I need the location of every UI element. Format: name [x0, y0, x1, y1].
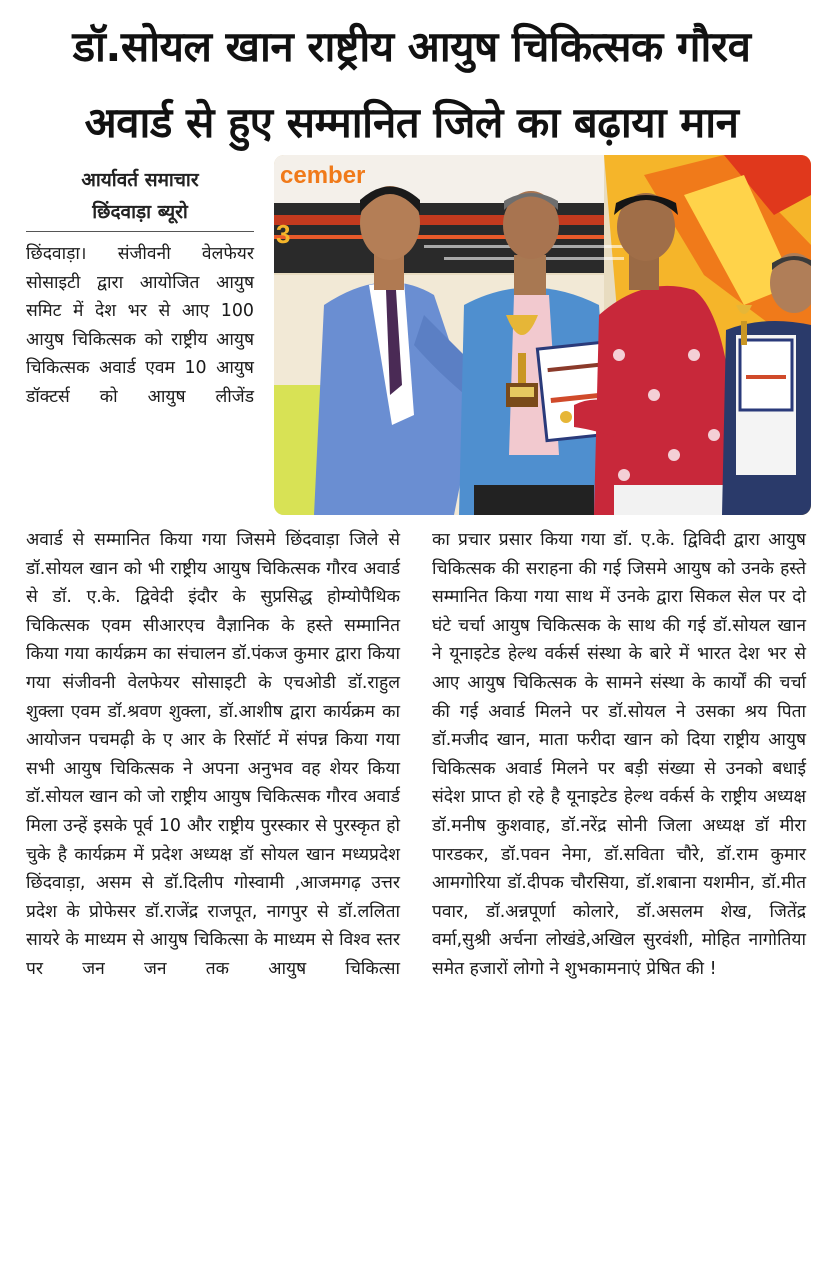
backdrop-digit: 3 — [276, 219, 291, 249]
article-column-left-top: छिंदवाड़ा। संजीवनी वेलफेयर सोसाइटी द्वारा आयोजित आयुष समिट में देश भर से आए 100 आयुष चिकित्सक को राष्ट्रीय आयुष चिकित्सक अवार्ड एवम 10 आयुष डॉक्टर्स को आयुष लीजेंड — [26, 244, 254, 407]
byline-bureau: छिंदवाड़ा ब्यूरो — [92, 201, 188, 223]
award-photo — [274, 155, 811, 515]
headline-line-1: डॉ.सोयल खान राष्ट्रीय आयुष चिकित्सक गौरव — [72, 22, 751, 71]
byline-rule — [26, 231, 254, 232]
article-column-left-bottom: अवार्ड से सम्मानित किया गया जिसमे छिंदवाड़ा जिले से डॉ.सोयल खान को भी राष्ट्रीय आयुष चिकित्सक गौरव अवार्ड से डॉ. ए.के. द्विवेदी इंदौर के सुप्रसिद्ध होम्योपैथिक चिकित्सक एवम सीआरएच वैज्ञानिक के हस्ते सम्मानित किया गया कार्यक्रम का संचालन डॉ.पंकज कुमार द्वारा किया गया संजीवनी वेलफेयर सोसाइटी के एचओडी डॉ.राहुल शुक्ला एवम डॉ.श्रवण शुक्ला, डॉ.आशीष द्वारा कार्यक्रम का आयोजन पचमढ़ी के ए आर के रिसॉर्ट में संपन्न किया गया सभी आयुष चिकित्सक ने अपना अनुभव वह शेयर किया डॉ.सोयल खान को जो राष्ट्रीय आयुष चिकित्सक गौरव अवार्ड मिला उन्हें इसके पूर्व 10 और राष्ट्रीय पुरस्कार से पुरस्कृत हो चुके है कार्यक्रम में प्रदेश अध्यक्ष डॉ सोयल खान मध्यप्रदेश छिंदवाड़ा, असम से डॉ.दिलीप गोस्वामी ,आजमगढ़ उत्तर प्रदेश के प्रोफेसर डॉ.राजेंद्र राजपूत, नागपुर से डॉ.ललिता सायरे के माध्यम से आयुष चिकित्सा के माध्यम से विश्व स्तर पर जन जन तक आयुष चिकित्सा — [26, 530, 400, 979]
article-column-right: का प्रचार प्रसार किया गया डॉ. ए.के. द्विविदी द्वारा आयुष चिकित्सक की सराहना की गई जिसमे आयुष को उनके हस्ते सम्मानित किया गया साथ में उनके द्वारा सिकल सेल पर दो घंटे चर्चा आयुष चिकित्सक के साथ की गई डॉ.सोयल खान ने यूनाइटेड हेल्थ वर्कर्स संस्था के बारे में भारत देश भर से आए आयुष चिकित्सक के सामने संस्था के कार्यों की चर्चा की गई अवार्ड मिलने पर डॉ.सोयल ने उसका श्रय पिता डॉ.मजीद खान, माता फरीदा खान को दिया राष्ट्रीय आयुष चिकित्सक अवार्ड मिलने पर बड़ी संख्या से उनको बधाई संदेश प्राप्त हो रहे है यूनाइटेड हेल्थ वर्कर्स के राष्ट्रीय अध्यक्ष डॉ.मनीष कुशवाह, डॉ.नरेंद्र सोनी जिला अध्यक्ष डॉ मीरा पारडकर, डॉ.पवन नेमा, डॉ.सविता चौरे, डॉ.राम कुमार आमगोरिया डॉ.दीपक चौरसिया, डॉ.शबाना यशमीन, डॉ.मीत पवार, डॉ.अन्नपूर्णा कोलारे, डॉ.असलम शेख, जितेंद्र वर्मा,सुश्री अर्चना लोखंडे,अखिल सुरवंशी, मोहित नागोतिया समेत हजारों लोगो ने शुभकामनाएं प्रेषित की ! — [432, 530, 806, 979]
backdrop-text: cember — [280, 162, 366, 189]
headline-line-2: अवार्ड से हुए सम्मानित जिले का बढ़ाया मान — [84, 98, 739, 147]
byline-source: आर्यावर्त समाचार — [81, 169, 199, 191]
